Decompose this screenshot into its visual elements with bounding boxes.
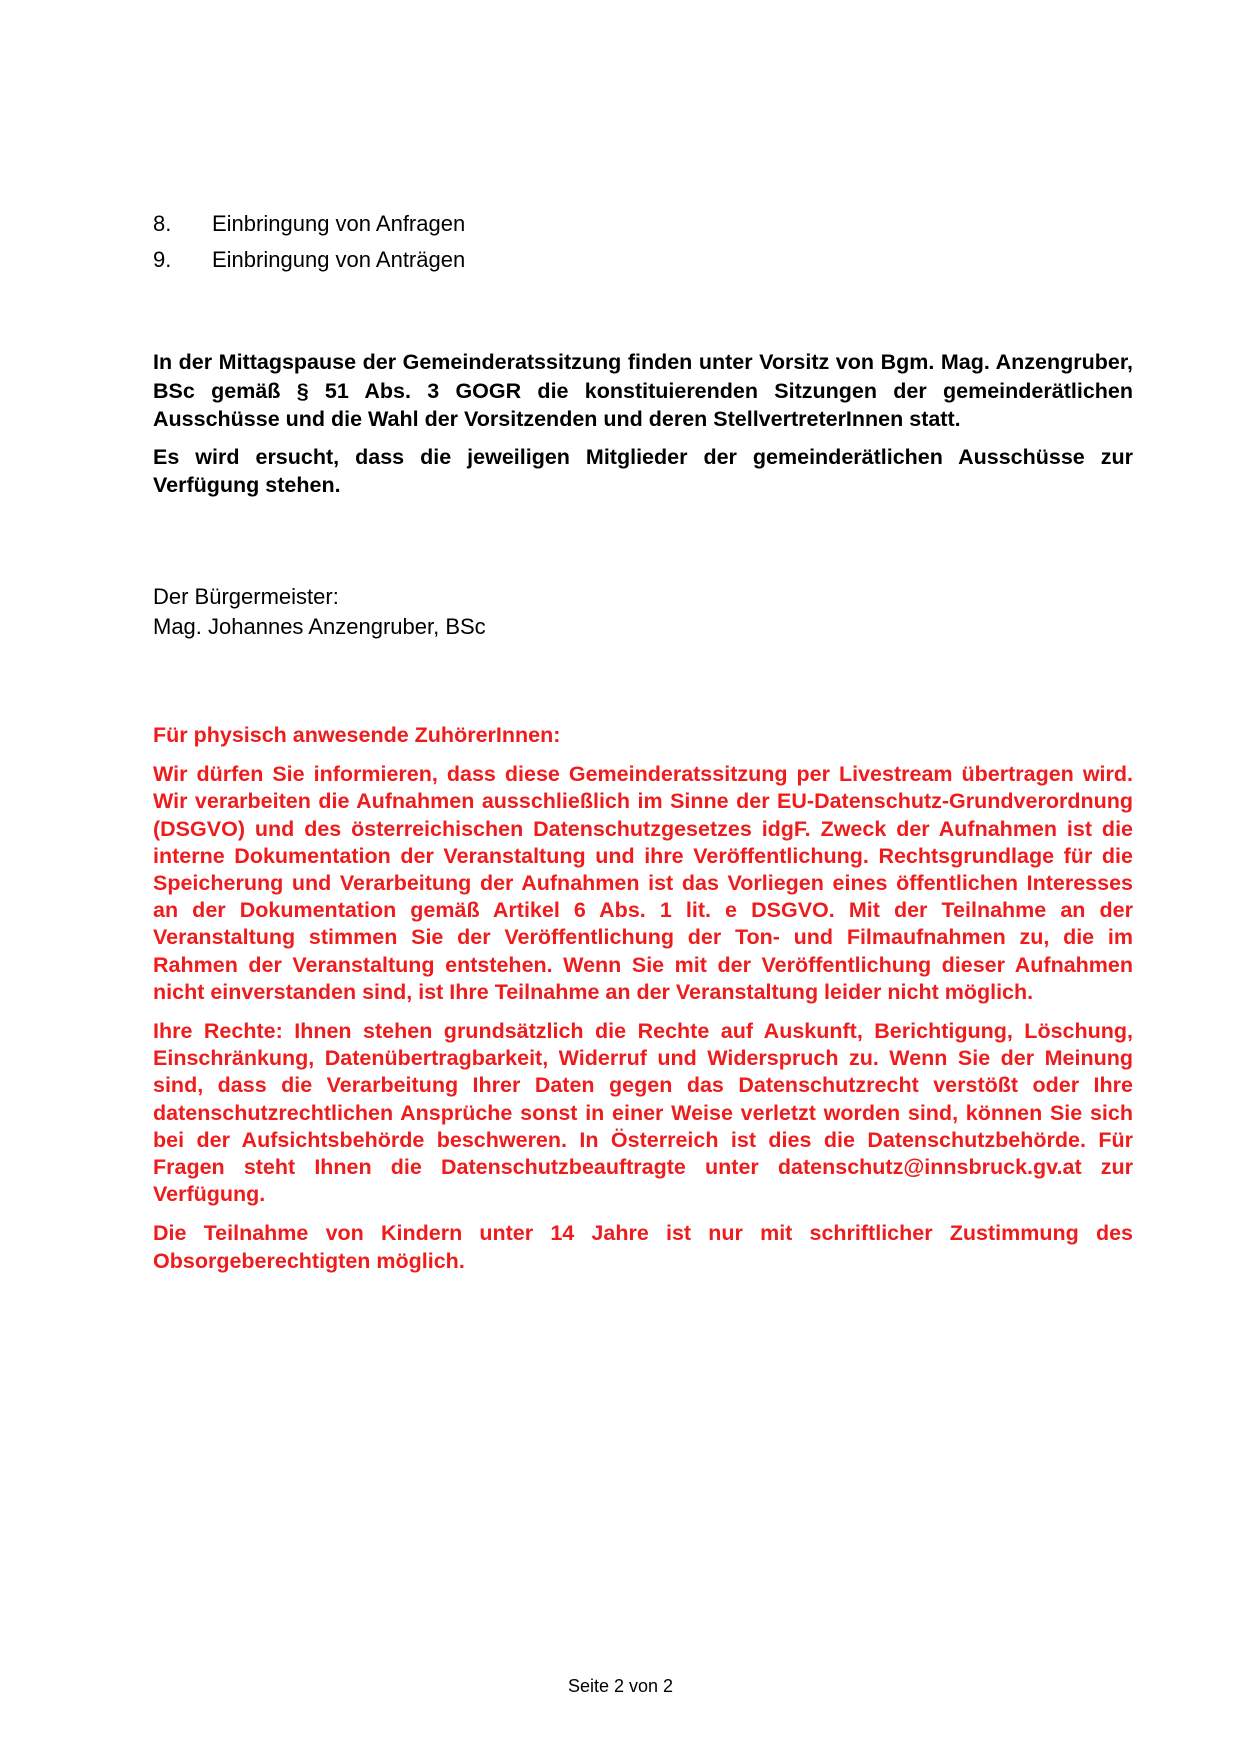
privacy-livestream-paragraph: Wir dürfen Sie informieren, dass diese Gemeinderatssitzung per Livestream übertragen wird. Wir verarbeiten die Aufnahmen ausschließlich im Sinne der EU-Datenschutz-Grundverordnung (DSGVO) und des österreichischen Datenschutzgesetzes idgF. Zweck der Aufnahmen ist die interne Dokumentation der Veranstaltung und ihre Veröffentlichung. Rechtsgrundlage für die Speicherung und Verarbeitung der Aufnahmen ist das Vorliegen eines öffentlichen Interesses an der Dokumentation gemäß Artikel 6 Abs. 1 lit. e DSGVO. Mit der Teilnahme an der Veranstaltung stimmen Sie der Veröffentlichung der Ton- und Filmaufnahmen zu, die im Rahmen der Veranstaltung entstehen. Wenn Sie mit der Veröffentlichung dieser Aufnahmen nicht einverstanden sind, ist Ihre Teilnahme an der Veranstaltung leider nicht möglich. [153, 762, 1133, 1004]
signature-block [153, 582, 1133, 642]
privacy-notice [153, 722, 1133, 1275]
agenda-item [153, 206, 1133, 242]
committee-request-paragraph: Es wird ersucht, dass die jeweiligen Mitglieder der gemeinderätlichen Ausschüsse zur Verfügung stehen. [153, 444, 1133, 497]
committee-notice [153, 348, 1133, 500]
agenda-item-number: 9. [153, 247, 172, 272]
agenda-item [153, 242, 1133, 278]
agenda-item-text: Einbringung von Anträgen [212, 247, 466, 272]
page-number: Seite 2 von 2 [567, 1676, 674, 1696]
signature-name: Mag. Johannes Anzengruber, BSc [153, 614, 486, 639]
agenda-list [153, 206, 1133, 278]
agenda-item-text: Einbringung von Anfragen [212, 211, 466, 236]
committee-notice-paragraph: In der Mittagspause der Gemeinderatssitzung finden unter Vorsitz von Bgm. Mag. Anzengruber, BSc gemäß § 51 Abs. 3 GOGR die konstituierenden Sitzungen der gemeinderätlichen Ausschüsse und die Wahl der Vorsitzenden und deren StellvertreterInnen statt. [153, 350, 1133, 431]
privacy-rights-paragraph: Ihre Rechte: Ihnen stehen grundsätzlich die Rechte auf Auskunft, Berichtigung, Löschung, Einschränkung, Datenübertragbarkeit, Widerruf und Widerspruch zu. Wenn Sie der Meinung sind, dass die Verarbeitung Ihrer Daten gegen das Datenschutzrecht verstößt oder Ihre datenschutzrechtlichen Ansprüche sonst in einer Weise verletzt worden sind, können Sie sich bei der Aufsichtsbehörde beschweren. In Österreich ist dies die Datenschutzbehörde. Für Fragen steht Ihnen die Datenschutzbeauftragte unter datenschutz@innsbruck.gv.at zur Verfügung. [153, 1019, 1133, 1207]
agenda-item-number: 8. [153, 211, 172, 236]
signature-role: Der Bürgermeister: [153, 584, 339, 609]
privacy-children-paragraph: Die Teilnahme von Kindern unter 14 Jahre ist nur mit schriftlicher Zustimmung des Obsorgeberechtigten möglich. [153, 1221, 1133, 1273]
privacy-heading: Für physisch anwesende ZuhörerInnen: [153, 723, 561, 747]
